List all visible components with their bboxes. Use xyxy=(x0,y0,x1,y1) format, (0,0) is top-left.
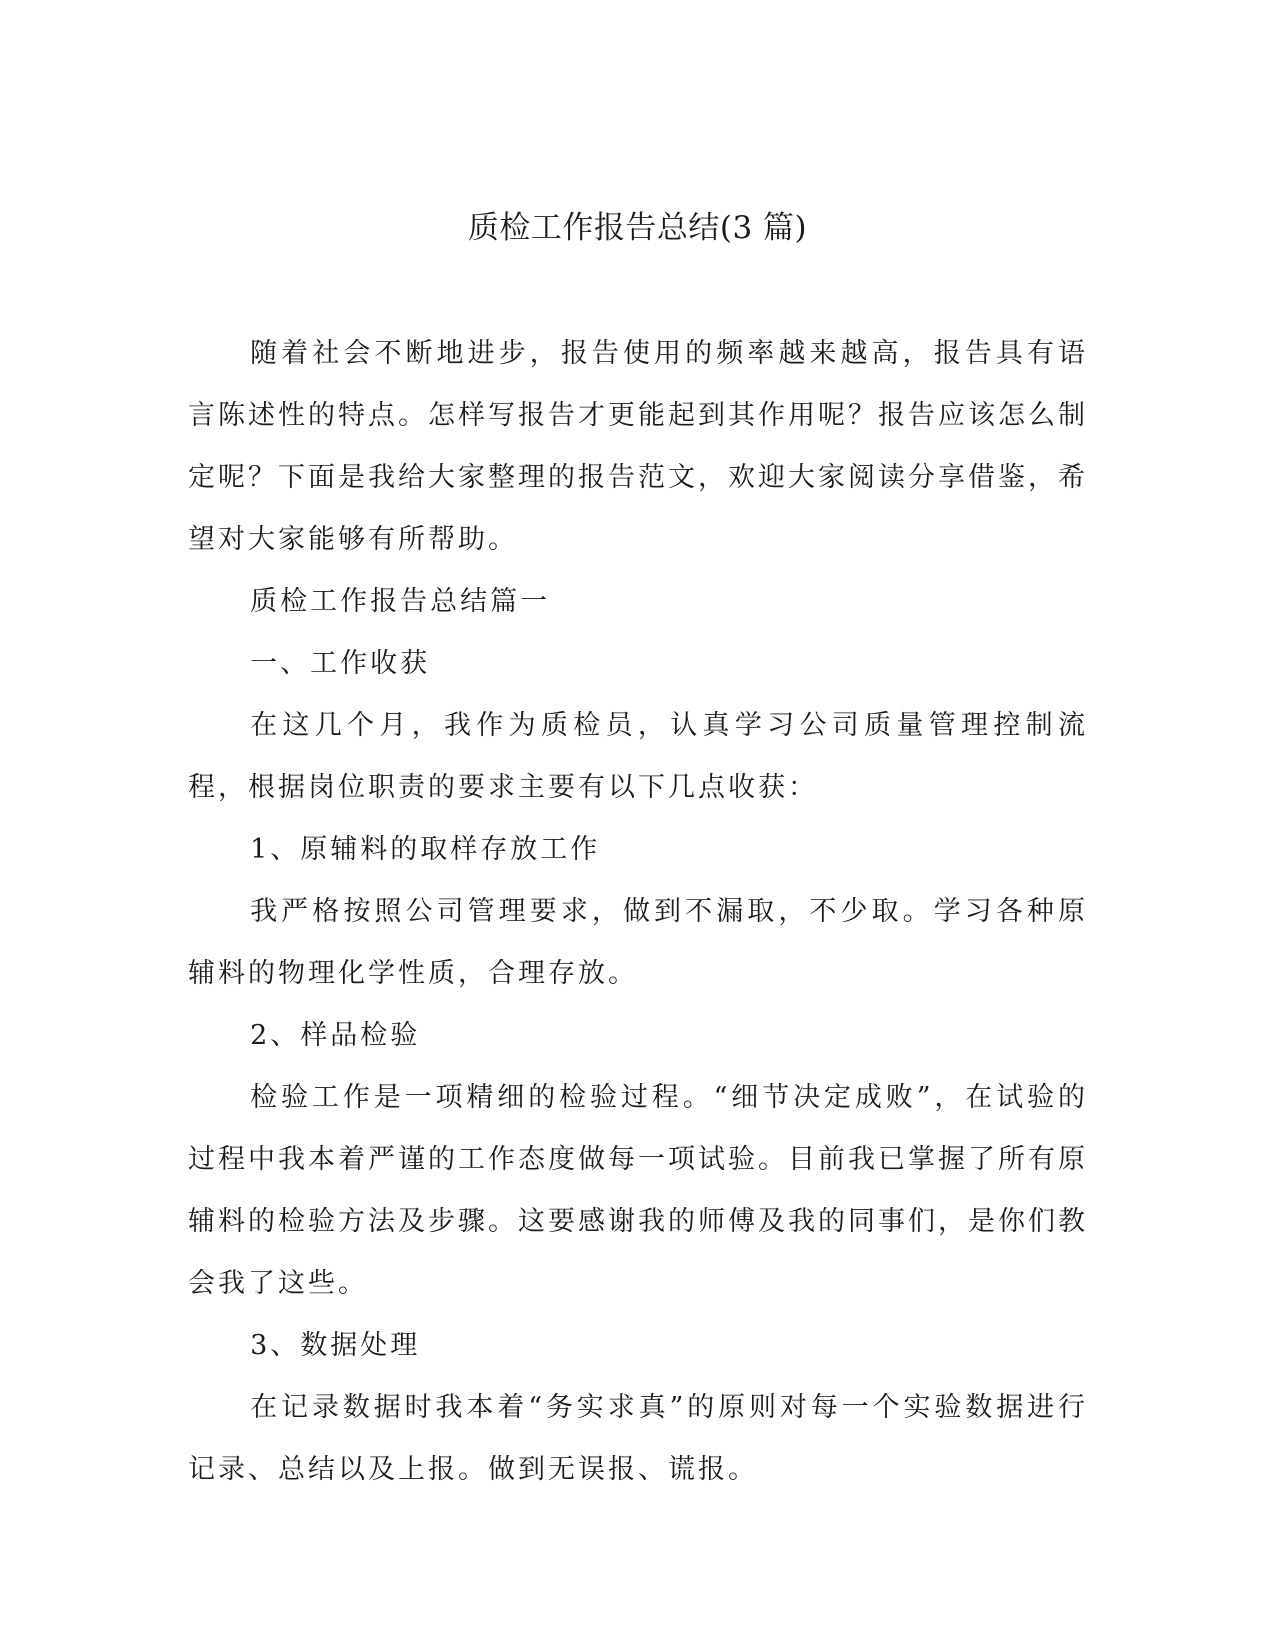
item-heading-inspection: 2、样品检验 xyxy=(250,1020,421,1051)
section-heading-part-one: 质检工作报告总结篇一 xyxy=(250,586,551,617)
intro-paragraph: 随着社会不断地进步，报告使用的频率越来越高，报告具有语言陈述性的特点。怎样写报告才更能起到其作用呢？报告应该怎么制定呢？下面是我给大家整理的报告范文，欢迎大家阅读分享借鉴，希望对大家能够有所帮助。 xyxy=(188,338,1088,555)
item-heading-data: 3、数据处理 xyxy=(250,1330,421,1361)
document-body xyxy=(188,323,1088,1501)
paragraph-inspection: 检验工作是一项精细的检验过程。“细节决定成败”，在试验的过程中我本着严谨的工作态度做每一项试验。目前我已掌握了所有原辅料的检验方法及步骤。这要感谢我的师傅及我的同事们，是你们教会我了这些。 xyxy=(188,1082,1088,1299)
document-title: 质检工作报告总结(3 篇) xyxy=(467,210,808,246)
paragraph-gains-summary: 在这几个月，我作为质检员，认真学习公司质量管理控制流程，根据岗位职责的要求主要有以下几点收获： xyxy=(188,710,1088,803)
paragraph-sampling: 我严格按照公司管理要求，做到不漏取，不少取。学习各种原辅料的物理化学性质，合理存放。 xyxy=(188,896,1088,989)
item-heading-sampling: 1、原辅料的取样存放工作 xyxy=(250,834,601,865)
subheading-work-gains: 一、工作收获 xyxy=(250,648,431,679)
paragraph-data: 在记录数据时我本着“务实求真”的原则对每一个实验数据进行记录、总结以及上报。做到无误报、谎报。 xyxy=(188,1392,1088,1485)
